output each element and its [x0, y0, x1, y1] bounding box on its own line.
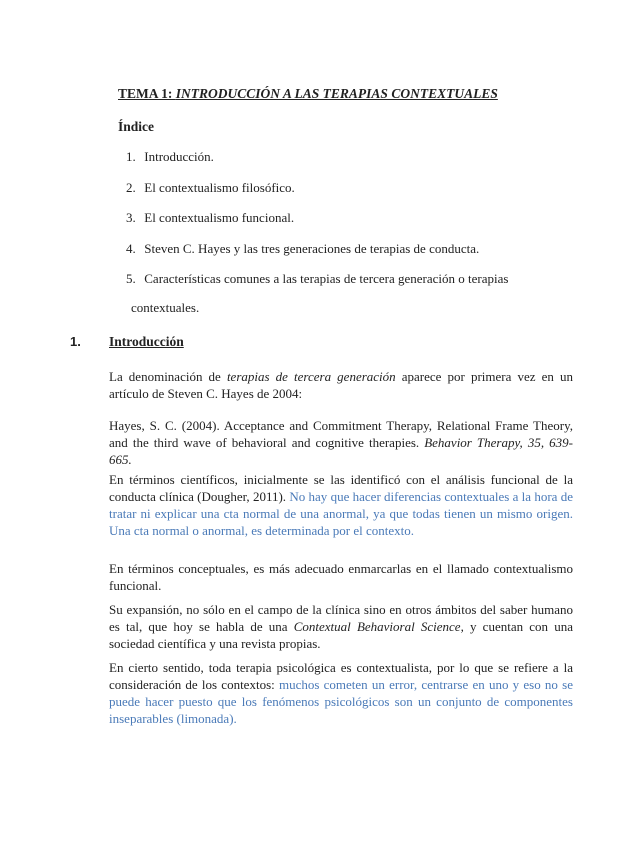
paragraph-terminos-conceptuales [109, 560, 573, 594]
toc-item-text: El contextualismo funcional. [144, 210, 295, 225]
note-text: muchos cometen un error, centrarse en uno y eso no se puede hacer puesto que los fenómenos psicológicos son un conjunto de componentes inseparables (limonada). [109, 677, 573, 726]
paragraph-text: y cuentan con una sociedad científica y una revista propias. [109, 619, 573, 651]
table-of-contents [126, 149, 508, 302]
paragraph-text: Su expansión, no sólo en el campo de la clínica sino en otros ámbitos del saber humano es tal, que hoy se habla de una [109, 602, 573, 634]
toc-item [126, 210, 508, 241]
title-main: INTRODUCCIÓN A LAS TERAPIAS CONTEXTUALES [175, 86, 498, 101]
paragraph-text: En términos científicos, inicialmente se las identificó con el análisis funcional de la conducta clínica (Dougher, 2011). [109, 472, 573, 504]
emphasis-text: Contextual Behavioral Science, [293, 619, 464, 634]
paragraph-text: En cierto sentido, toda terapia psicológica es contextualista, por lo que se refiere a la consideración de los contextos: [109, 660, 573, 692]
reference-hayes-2004 [109, 417, 573, 468]
page-title [118, 86, 498, 102]
toc-item-text: Introducción. [144, 149, 214, 164]
toc-item [126, 149, 508, 180]
section-number: 1. [70, 334, 81, 349]
emphasis-text: terapias de tercera generación [226, 369, 396, 384]
toc-item [126, 180, 508, 211]
journal-name: Behavior Therapy, 35, 639-665. [109, 435, 573, 467]
index-heading: Índice [118, 119, 155, 134]
toc-item-text: Steven C. Hayes y las tres generaciones de terapias de conducta. [144, 240, 480, 256]
toc-item-text: Características comunes a las terapias de tercera generación o terapias [144, 271, 509, 286]
title-prefix: TEMA 1: [118, 86, 176, 101]
toc-item-number: 3. [126, 210, 136, 225]
note-text: No hay que hacer diferencias contextuales a la hora de tratar ni explicar una cta normal de una anormal, ya que todas tienen un mismo origen. Una cta normal o anormal, es determinada por el contexto. [109, 489, 573, 538]
paragraph-text: En términos conceptuales, es más adecuado enmarcarlas en el llamado contextualismo funcional. [109, 561, 573, 593]
paragraph-text: La denominación de [109, 369, 227, 384]
paragraph-text: aparece por primera vez en un artículo de Steven C. Hayes de 2004: [109, 369, 573, 401]
toc-item-number: 2. [126, 179, 136, 195]
reference-text: Hayes, S. C. (2004). Acceptance and Commitment Therapy, Relational Frame Theory, and the third wave of behavioral and cognitive therapies. [109, 418, 573, 450]
toc-item [126, 241, 508, 272]
toc-item-text: El contextualismo filosófico. [144, 179, 295, 195]
toc-item-number: 4. [126, 240, 136, 256]
paragraph-expansion [109, 601, 573, 652]
section-title: Introducción [109, 334, 184, 349]
toc-item-number: 1. [126, 149, 136, 164]
paragraph-denominacion [109, 368, 573, 402]
paragraph-terminos-cientificos [109, 471, 573, 539]
toc-item-number: 5. [126, 271, 136, 286]
paragraph-cierto-sentido [109, 659, 573, 727]
toc-item [126, 271, 508, 302]
toc-item-continuation: contextuales. [131, 300, 200, 315]
